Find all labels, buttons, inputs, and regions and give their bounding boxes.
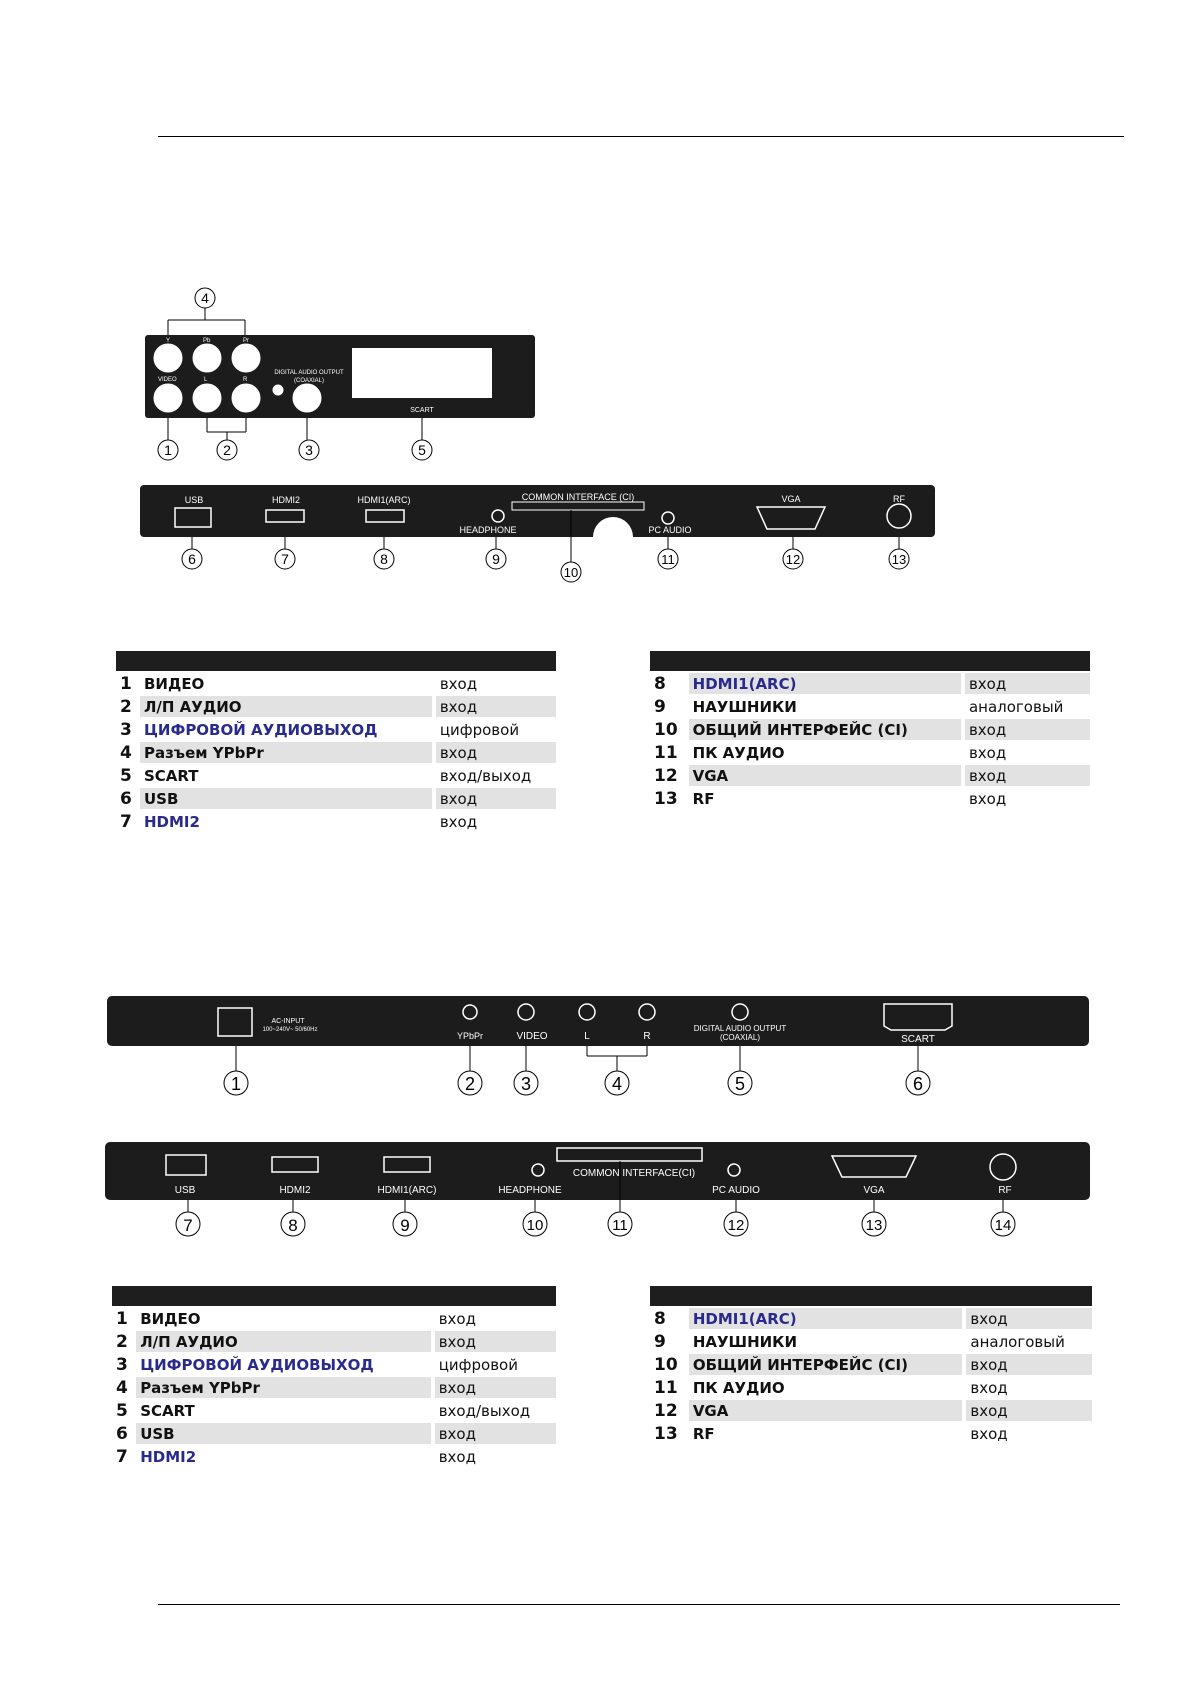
row-type: цифровой <box>439 720 520 739</box>
row-number: 3 <box>116 1354 128 1375</box>
callout-number: 1 <box>230 1074 242 1094</box>
row-number: 8 <box>654 1308 666 1329</box>
row-type: аналоговый <box>970 1332 1065 1351</box>
row-name: Л/П АУДИО <box>136 1331 431 1352</box>
label-usb: USB <box>174 1185 196 1196</box>
row-type: вход <box>966 1400 1092 1421</box>
header-rule <box>158 136 1124 137</box>
row-name: VGA <box>689 1400 963 1421</box>
row-name: ВИДЕО <box>143 674 205 693</box>
callout-number: 10 <box>563 565 579 580</box>
label-y: Y <box>166 338 171 344</box>
row-type: вход <box>965 719 1090 740</box>
callout-number: 9 <box>400 1216 410 1235</box>
row-name: ПК АУДИО <box>692 743 785 762</box>
callout-number: 9 <box>492 551 500 567</box>
label-hdmi1: HDMI1(ARC) <box>377 1185 437 1196</box>
row-number: 7 <box>116 1446 128 1467</box>
label-pcaudio: PC AUDIO <box>712 1185 760 1196</box>
row-name: НАУШНИКИ <box>692 1332 797 1351</box>
row-number: 1 <box>116 1308 128 1329</box>
row-name: USB <box>136 1423 431 1444</box>
row-number: 3 <box>120 719 132 740</box>
label-rf: RF <box>998 1185 1012 1196</box>
row-name: НАУШНИКИ <box>692 697 797 716</box>
callout-number: 12 <box>785 552 801 567</box>
label-l: L <box>204 377 208 383</box>
callout-number: 5 <box>734 1074 746 1094</box>
label-ci: COMMON INTERFACE (CI) <box>521 492 635 502</box>
label-ac: AC-INPUT <box>271 1018 305 1025</box>
row-number: 1 <box>120 673 132 694</box>
callout-number: 2 <box>464 1074 476 1094</box>
callout-number: 10 <box>526 1217 544 1234</box>
row-number: 13 <box>654 788 678 809</box>
label-vga: VGA <box>781 494 801 504</box>
row-type: вход <box>965 673 1090 694</box>
callout-number: 12 <box>727 1217 745 1234</box>
label-digital: DIGITAL AUDIO OUTPUT <box>274 370 344 376</box>
callout-number: 3 <box>305 442 313 458</box>
row-name: Разъем YPbPr <box>140 742 432 763</box>
callout-number: 4 <box>611 1074 623 1094</box>
row-number: 12 <box>654 1400 678 1421</box>
callout-number: 7 <box>183 1216 193 1235</box>
row-type: вход <box>439 812 478 831</box>
label-headphone: HEADPHONE <box>498 1185 562 1196</box>
callout-number: 3 <box>520 1074 532 1094</box>
callout-number: 5 <box>418 442 426 458</box>
row-name: Л/П АУДИО <box>140 696 432 717</box>
row-name: ЦИФРОВОЙ АУДИОВЫХОД <box>143 720 378 739</box>
row-name: Разъем YPbPr <box>136 1377 431 1398</box>
row-type: вход <box>436 742 556 763</box>
label-ci: COMMON INTERFACE(CI) <box>572 1168 696 1179</box>
row-number: 10 <box>654 1354 678 1375</box>
row-type: вход <box>436 696 556 717</box>
label-headphone: HEADPHONE <box>459 525 517 535</box>
row-number: 5 <box>116 1400 128 1421</box>
row-number: 8 <box>654 673 666 694</box>
label-scart: SCART <box>901 1034 935 1045</box>
row-number: 4 <box>120 742 132 763</box>
row-name: USB <box>140 788 432 809</box>
label-hdmi2: HDMI2 <box>271 495 301 505</box>
callout-number: 8 <box>380 551 388 567</box>
row-number: 11 <box>654 742 678 763</box>
row-name: ОБЩИЙ ИНТЕРФЕЙС (CI) <box>689 719 961 740</box>
footer-rule <box>158 1604 1120 1605</box>
row-type: вход/выход <box>439 766 532 785</box>
label-digital: DIGITAL AUDIO OUTPUT <box>693 1024 787 1033</box>
row-number: 13 <box>654 1423 678 1444</box>
row-type: вход <box>966 1308 1092 1329</box>
row-name: ПК АУДИО <box>692 1378 785 1397</box>
row-type: аналоговый <box>968 697 1064 716</box>
row-number: 10 <box>654 719 678 740</box>
row-name: RF <box>692 1424 715 1443</box>
row-number: 4 <box>116 1377 128 1398</box>
row-number: 7 <box>120 811 132 832</box>
label-hdmi1: HDMI1(ARC) <box>357 495 411 505</box>
label-pr: Pr <box>243 338 249 344</box>
label-pb: Pb <box>203 338 211 344</box>
callout-number: 11 <box>661 552 675 567</box>
row-number: 12 <box>654 765 678 786</box>
row-type: вход <box>438 1309 476 1328</box>
connector-table-left-2 <box>112 1284 556 1469</box>
callout-number: 14 <box>994 1217 1012 1234</box>
connector-table-right-2 <box>650 1284 1092 1446</box>
row-number: 9 <box>654 696 666 717</box>
row-number: 6 <box>120 788 132 809</box>
row-type: вход <box>435 1331 556 1352</box>
callout-number: 8 <box>288 1216 298 1235</box>
label-ypbpr: YPbPr <box>456 1031 484 1041</box>
callout-number: 7 <box>281 551 289 567</box>
row-number: 2 <box>116 1331 128 1352</box>
row-type: вход <box>435 1377 556 1398</box>
row-name: VGA <box>689 765 961 786</box>
row-name: ЦИФРОВОЙ АУДИОВЫХОД <box>140 1355 374 1374</box>
connector-table-right-1 <box>650 649 1090 811</box>
row-type: вход <box>965 765 1090 786</box>
label-coaxial: (COAXIAL) <box>719 1033 761 1042</box>
row-number: 6 <box>116 1423 128 1444</box>
label-l: L <box>584 1031 590 1042</box>
row-type: вход <box>966 1354 1092 1375</box>
row-name: HDMI1(ARC) <box>689 673 961 694</box>
row-number: 11 <box>654 1377 678 1398</box>
label-vga: VGA <box>863 1185 885 1196</box>
row-type: вход <box>970 1378 1008 1397</box>
callout-number: 4 <box>201 290 209 306</box>
callout-number: 13 <box>865 1217 883 1234</box>
callout-number: 6 <box>912 1074 924 1094</box>
row-name: HDMI2 <box>143 812 200 831</box>
callout-number: 13 <box>891 552 907 567</box>
row-type: вход <box>968 789 1007 808</box>
row-type: вход <box>436 788 556 809</box>
row-number: 2 <box>120 696 132 717</box>
callout-number: 2 <box>223 442 231 458</box>
label-video: VIDEO <box>158 377 177 383</box>
label-video: VIDEO <box>516 1031 548 1042</box>
label-pcaudio: PC AUDIO <box>648 525 692 535</box>
connector-table-left-1 <box>116 649 556 834</box>
label-ac-spec: 100~240V~ 50/60Hz <box>262 1027 318 1033</box>
row-type: цифровой <box>438 1355 518 1374</box>
scart-connector <box>352 348 492 398</box>
row-name: ОБЩИЙ ИНТЕРФЕЙС (CI) <box>689 1354 963 1375</box>
back-callouts <box>224 1046 930 1095</box>
row-type: вход/выход <box>438 1401 531 1420</box>
label-r: R <box>643 1031 651 1042</box>
row-name: HDMI2 <box>140 1447 197 1466</box>
row-number: 5 <box>120 765 132 786</box>
row-type: вход <box>435 1423 556 1444</box>
label-hdmi2: HDMI2 <box>279 1185 311 1196</box>
row-name: SCART <box>143 766 199 785</box>
row-type: вход <box>439 674 478 693</box>
callout-number: 1 <box>164 442 172 458</box>
label-r: R <box>243 377 248 383</box>
callout-number: 11 <box>612 1217 628 1234</box>
callout-lines <box>158 418 432 460</box>
connector-diagram-1 <box>0 280 1190 600</box>
label-rf: RF <box>893 494 905 504</box>
row-name: RF <box>692 789 715 808</box>
row-name: ВИДЕО <box>140 1309 201 1328</box>
connector-diagram-2 <box>0 990 1190 1260</box>
row-number: 9 <box>654 1331 666 1352</box>
row-type: вход <box>438 1447 476 1466</box>
row-name: HDMI1(ARC) <box>689 1308 963 1329</box>
label-coaxial: (COAXIAL) <box>293 378 325 384</box>
row-type: вход <box>968 743 1007 762</box>
callout-number: 6 <box>188 551 196 567</box>
label-usb: USB <box>184 495 204 505</box>
label-scart: SCART <box>410 407 434 414</box>
row-name: SCART <box>140 1401 195 1420</box>
row-type: вход <box>970 1424 1008 1443</box>
